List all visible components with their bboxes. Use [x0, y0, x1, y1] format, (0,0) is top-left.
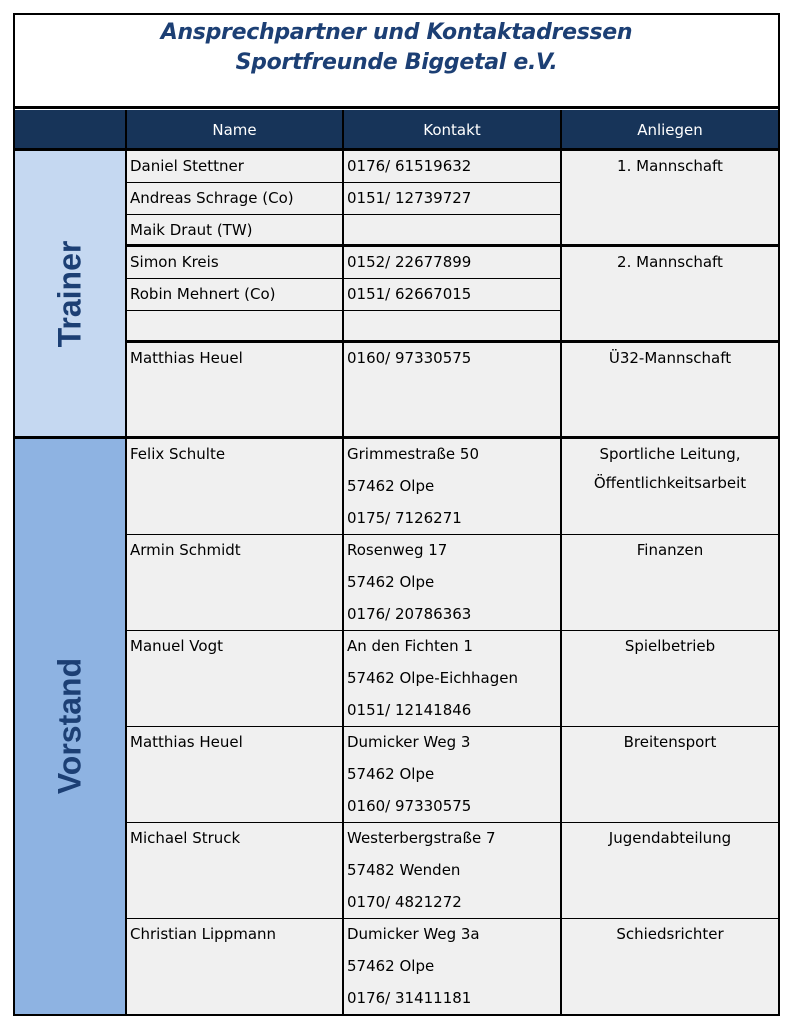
anliegen-line: Breitensport [623, 733, 717, 751]
kontakt-line: An den Fichten 1 [347, 637, 473, 655]
trainer-kontakt-cell [344, 214, 560, 246]
kontakt-line: 57482 Wenden [347, 861, 461, 879]
grid-line [125, 310, 562, 311]
vorstand-anliegen-cell [562, 822, 778, 918]
trainer-kontakt-cell: 0151/ 62667015 [344, 278, 560, 310]
vorstand-kontakt-cell [344, 534, 560, 630]
vorstand-name-cell: Felix Schulte [127, 438, 342, 534]
vorstand-anliegen-cell [562, 918, 778, 1014]
grid-line [125, 918, 780, 919]
trainer-anliegen-cell: 1. Mannschaft [562, 150, 778, 246]
kontakt-line: 57462 Olpe [347, 765, 435, 783]
section-vorstand-label: Vorstand [51, 657, 88, 795]
anliegen-line: Öffentlichkeitsarbeit [593, 474, 747, 492]
vorstand-kontakt-cell [344, 822, 560, 918]
trainer-kontakt-cell: 0152/ 22677899 [344, 246, 560, 278]
anliegen-line: Schiedsrichter [616, 925, 724, 943]
grid-line [13, 436, 780, 439]
vorstand-name-cell: Michael Struck [127, 822, 342, 918]
header-name: Name [127, 110, 342, 150]
header-kontakt: Kontakt [344, 110, 560, 150]
grid-line [125, 630, 780, 631]
kontakt-line: Rosenweg 17 [347, 541, 448, 559]
grid-line [13, 148, 780, 151]
kontakt-line: 0170/ 4821272 [347, 893, 462, 911]
grid-line [125, 278, 562, 279]
grid-line [125, 244, 780, 247]
grid-line [125, 534, 780, 535]
vorstand-kontakt-cell [344, 918, 560, 1014]
trainer-kontakt-cell: 0176/ 61519632 [344, 150, 560, 182]
kontakt-line: 0175/ 7126271 [347, 509, 462, 527]
vorstand-anliegen-cell [562, 726, 778, 822]
vorstand-name-cell: Manuel Vogt [127, 630, 342, 726]
header-anliegen: Anliegen [562, 110, 778, 150]
vorstand-name-cell: Christian Lippmann [127, 918, 342, 1014]
grid-line [125, 182, 562, 183]
kontakt-line: 0176/ 20786363 [347, 605, 472, 623]
trainer-name-cell: Robin Mehnert (Co) [127, 278, 342, 310]
grid-line [125, 726, 780, 727]
trainer-name-cell: Daniel Stettner [127, 150, 342, 182]
title-line-1: Ansprechpartner und Kontaktadressen [160, 20, 633, 45]
grid-line [125, 340, 780, 343]
anliegen-line: Spielbetrieb [624, 637, 716, 655]
trainer-name-cell: Andreas Schrage (Co) [127, 182, 342, 214]
grid-line [125, 822, 780, 823]
vorstand-kontakt-cell [344, 726, 560, 822]
section-trainer-label: Trainer [51, 240, 88, 347]
anliegen-line: Jugendabteilung [608, 829, 732, 847]
kontakt-line: 0151/ 12141846 [347, 701, 472, 719]
title-line-2: Sportfreunde Biggetal e.V. [235, 50, 558, 75]
trainer-anliegen-cell: 2. Mannschaft [562, 246, 778, 342]
trainer-name-cell: Simon Kreis [127, 246, 342, 278]
trainer-name-cell: Matthias Heuel [127, 342, 342, 438]
vorstand-kontakt-cell [344, 630, 560, 726]
kontakt-line: 0176/ 31411181 [347, 989, 472, 1007]
grid-line [125, 214, 562, 215]
trainer-kontakt-cell: 0151/ 12739727 [344, 182, 560, 214]
kontakt-line: 57462 Olpe-Eichhagen [347, 669, 518, 687]
anliegen-line: Finanzen [636, 541, 704, 559]
trainer-kontakt-cell [344, 310, 560, 342]
kontakt-line: 0160/ 97330575 [347, 797, 472, 815]
vorstand-kontakt-cell [344, 438, 560, 534]
kontakt-line: 57462 Olpe [347, 573, 435, 591]
anliegen-line: Sportliche Leitung, [599, 445, 741, 463]
kontakt-line: 57462 Olpe [347, 477, 435, 495]
kontakt-line: Grimmestraße 50 [347, 445, 479, 463]
kontakt-line: 57462 Olpe [347, 957, 435, 975]
trainer-name-cell [127, 310, 342, 342]
trainer-anliegen-cell: Ü32-Mannschaft [562, 342, 778, 438]
kontakt-line: Dumicker Weg 3 [347, 733, 471, 751]
vorstand-anliegen-cell [562, 630, 778, 726]
vorstand-name-cell: Matthias Heuel [127, 726, 342, 822]
trainer-name-cell: Maik Draut (TW) [127, 214, 342, 246]
vorstand-name-cell: Armin Schmidt [127, 534, 342, 630]
trainer-kontakt-cell: 0160/ 97330575 [344, 342, 560, 438]
kontakt-line: Dumicker Weg 3a [347, 925, 480, 943]
kontakt-line: Westerbergstraße 7 [347, 829, 496, 847]
vorstand-anliegen-cell [562, 534, 778, 630]
vorstand-anliegen-cell [562, 438, 778, 534]
